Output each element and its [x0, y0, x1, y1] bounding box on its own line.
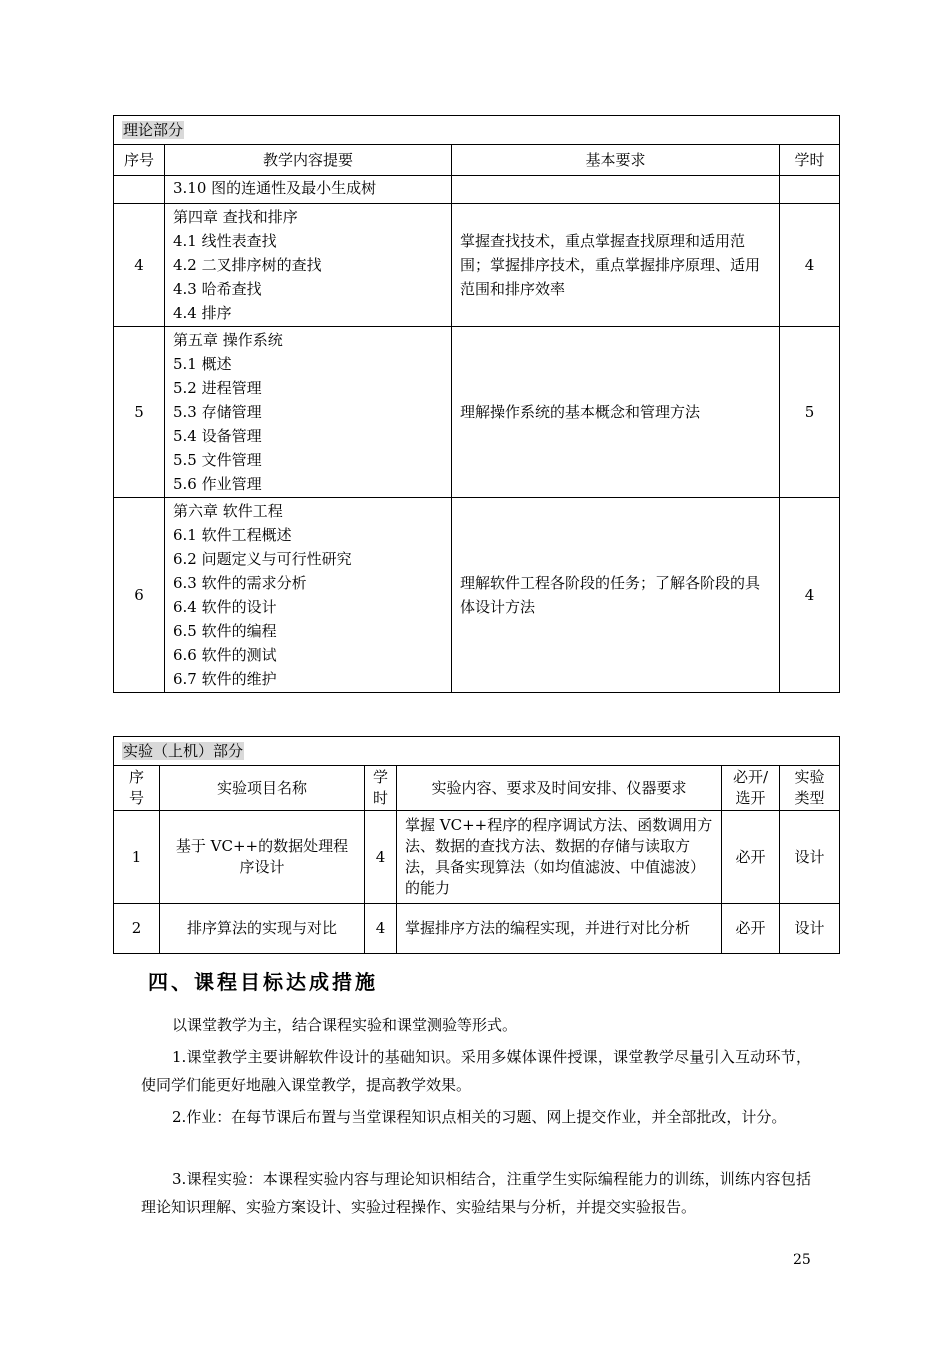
row-name: 排序算法的实现与对比: [160, 904, 365, 954]
paragraph: 3.课程实验：本课程实验内容与理论知识相结合，注重学生实际编程能力的训练，训练内容包括理论知识理解、实验方案设计、实验过程操作、实验结果与分析，并提交实验报告。: [141, 1170, 811, 1216]
row-content: 第五章 操作系统 5.1 概述 5.2 进程管理 5.3 存储管理 5.4 设备管理 5.5 文件管理 5.6 作业管理: [165, 327, 452, 498]
row-content: 第四章 查找和排序 4.1 线性表查找 4.2 二叉排序树的查找 4.3 哈希查找 4.4 排序: [165, 204, 452, 327]
table-row: [114, 176, 840, 204]
row-hours: 4: [365, 811, 397, 904]
row-hours: 4: [365, 904, 397, 954]
row-requirement: 理解操作系统的基本概念和管理方法: [452, 327, 780, 498]
header-no: 序号: [114, 145, 165, 176]
row-no: [114, 176, 165, 204]
row-requirement: [452, 176, 780, 204]
row-type: 设计: [780, 811, 840, 904]
row-no: 6: [114, 498, 165, 693]
row-required: 必开: [722, 904, 780, 954]
row-no: 1: [114, 811, 160, 904]
row-no: 4: [114, 204, 165, 327]
row-name: 基于 VC++的数据处理程序设计: [160, 811, 365, 904]
header-name: 实验项目名称: [160, 766, 365, 811]
section-heading: 四、课程目标达成措施: [148, 970, 378, 994]
row-hours: 5: [780, 327, 840, 498]
lab-section-label: 实验（上机）部分: [114, 737, 840, 766]
theory-table: [113, 115, 840, 693]
row-requirement: 理解软件工程各阶段的任务；了解各阶段的具体设计方法: [452, 498, 780, 693]
row-content: 掌握 VC++程序的程序调试方法、函数调用方法、数据的查找方法、数据的存储与读取方法，具备实现算法（如均值滤波、中值滤波）的能力: [397, 811, 722, 904]
row-hours: [780, 176, 840, 204]
row-no: 2: [114, 904, 160, 954]
row-content: 掌握排序方法的编程实现，并进行对比分析: [397, 904, 722, 954]
header-required: 必开/选开: [722, 766, 780, 811]
table-row: [114, 498, 840, 693]
row-required: 必开: [722, 811, 780, 904]
row-hours: 4: [780, 498, 840, 693]
row-requirement: 掌握查找技术，重点掌握查找原理和适用范围；掌握排序技术，重点掌握排序原理、适用范围和排序效率: [452, 204, 780, 327]
row-no: 5: [114, 327, 165, 498]
header-no: 序号: [114, 766, 160, 811]
paragraph: 1.课堂教学主要讲解软件设计的基础知识。采用多媒体课件授课，课堂教学尽量引入互动环节，使同学们能更好地融入课堂教学，提高教学效果。: [141, 1048, 811, 1094]
row-content: 3.10 图的连通性及最小生成树: [165, 176, 452, 204]
header-type: 实验类型: [780, 766, 840, 811]
row-content: 第六章 软件工程 6.1 软件工程概述 6.2 问题定义与可行性研究 6.3 软件的需求分析 6.4 软件的设计 6.5 软件的编程 6.6 软件的测试 6.7 软件的维护: [165, 498, 452, 693]
table-row: [114, 904, 840, 954]
header-requirement: 基本要求: [452, 145, 780, 176]
lab-table: [113, 736, 840, 954]
row-type: 设计: [780, 904, 840, 954]
header-hours: 学时: [365, 766, 397, 811]
header-hours: 学时: [780, 145, 840, 176]
row-hours: 4: [780, 204, 840, 327]
theory-section-label: 理论部分: [114, 116, 840, 145]
table-row: [114, 811, 840, 904]
header-content: 教学内容提要: [165, 145, 452, 176]
paragraph: 以课堂教学为主，结合课程实验和课堂测验等形式。: [172, 1016, 518, 1034]
table-row: [114, 204, 840, 327]
table-row: [114, 327, 840, 498]
paragraph: 2.作业：在每节课后布置与当堂课程知识点相关的习题、网上提交作业，并全部批改，计分。: [172, 1108, 787, 1126]
header-content: 实验内容、要求及时间安排、仪器要求: [397, 766, 722, 811]
page-number: 25: [793, 1252, 811, 1268]
